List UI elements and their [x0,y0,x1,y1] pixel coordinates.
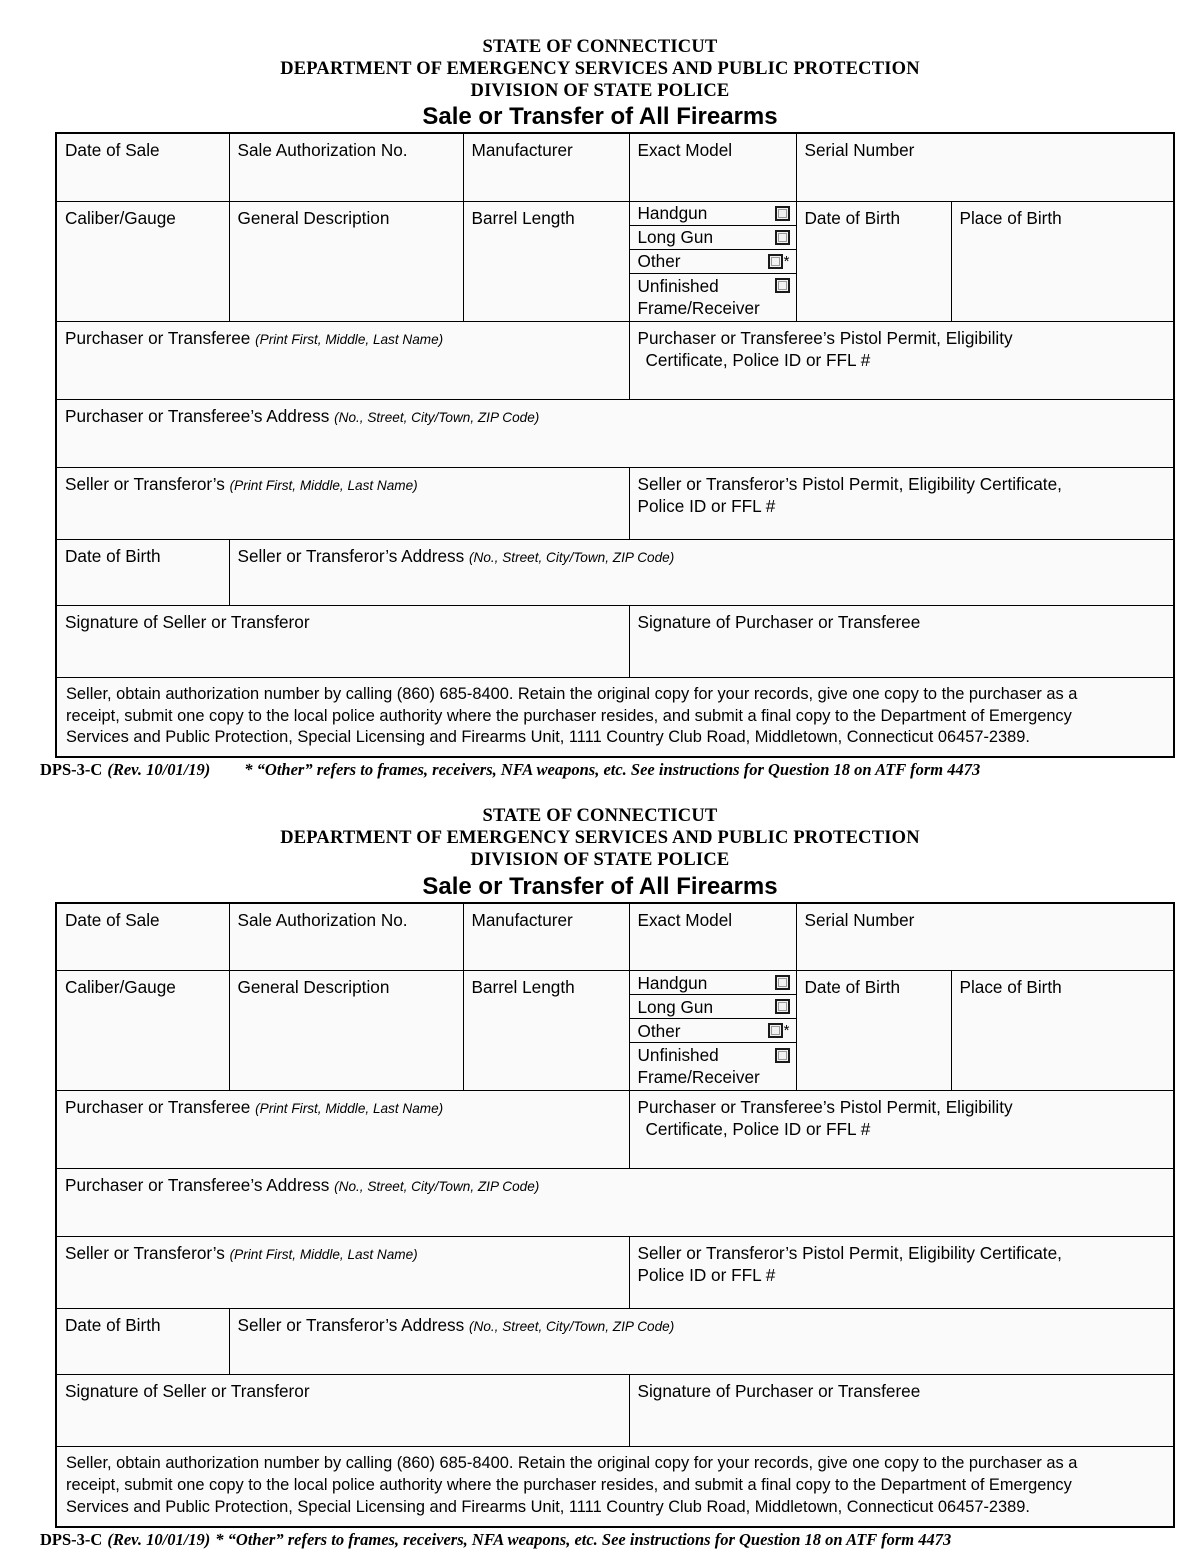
label-purchaser-name: Purchaser or Transferee [65,327,251,348]
checkbox-row-unfinished-frame-receiver[interactable] [630,1043,796,1090]
cell-sale-authorization-no[interactable] [229,903,463,971]
table-row-instructions [56,677,1174,757]
label-purchaser-permit-line2: Certificate, Police ID or FFL # [645,1119,871,1140]
label-date-of-birth: Date of Birth [804,207,901,228]
label-seller-address: Seller or Transferor’s Address [237,545,465,566]
label-seller-permit-line1: Seller or Transferor’s Pistol Permit, Eligibility Certificate, [637,1243,1062,1264]
instructions-line-2: receipt, submit one copy to the local police authority where the purchaser resides, and submit a final copy to the Department of Emergency [66,1475,1072,1494]
checkbox-label-unfinished: Unfinished [637,275,719,296]
cell-seller-name[interactable] [56,467,629,539]
label-seller-date-of-birth: Date of Birth [65,545,161,566]
instructions-line-2: receipt, submit one copy to the local police authority where the purchaser resides, and submit a final copy to the Department of Emergency [66,706,1072,725]
other-asterisk-marker: * [783,1022,790,1039]
cell-caliber-gauge[interactable] [56,201,229,321]
cell-seller-date-of-birth[interactable] [56,1309,229,1375]
cell-purchaser-place-of-birth[interactable] [951,201,1174,321]
cell-date-of-sale[interactable] [56,133,229,201]
cell-firearm-type [629,201,796,321]
header-state-2: STATE OF CONNECTICUT [482,806,718,827]
cell-seller-address[interactable] [229,1309,1174,1375]
label-manufacturer: Manufacturer [471,909,573,930]
checkbox-row-handgun[interactable] [630,202,796,226]
cell-purchaser-address[interactable] [56,399,1174,467]
page-title-2: Sale or Transfer of All Firearms [422,872,778,900]
cell-general-description[interactable] [229,201,463,321]
cell-signature-purchaser[interactable] [629,1375,1174,1447]
cell-seller-date-of-birth[interactable] [56,539,229,605]
cell-seller-permit[interactable] [629,1237,1174,1309]
label-purchaser-permit-line2: Certificate, Police ID or FFL # [645,349,871,370]
table-row-seller-identity [56,1237,1174,1309]
footer-other-note-2: * “Other” refers to frames, receivers, NFA weapons, etc. See instructions for Question 18 on ATF form 4473 [215,1529,952,1549]
footer-form-code: DPS‑3‑C [40,760,103,780]
hint-purchaser-address: (No., Street, City/Town, ZIP Code) [334,409,540,425]
table-row-firearm-identification [56,133,1174,201]
label-serial-number: Serial Number [804,140,915,161]
label-sale-authorization-no: Sale Authorization No. [237,909,408,930]
handgun-checkbox[interactable] [775,975,790,990]
table-row-seller-address [56,539,1174,605]
checkbox-label-handgun: Handgun [637,203,708,224]
checkbox-label-frame-receiver: Frame/Receiver [637,1067,760,1088]
checkbox-label-other: Other [637,251,681,272]
checkbox-label-other: Other [637,1020,681,1041]
header-division: DIVISION OF STATE POLICE [470,80,730,101]
label-date-of-sale: Date of Sale [65,909,160,930]
label-exact-model: Exact Model [637,140,733,161]
cell-purchaser-address[interactable] [56,1169,1174,1237]
firearm-type-checkbox-group [630,202,796,321]
header-state: STATE OF CONNECTICUT [482,37,718,57]
label-seller-permit-line1: Seller or Transferor’s Pistol Permit, Eligibility Certificate, [637,473,1062,494]
cell-purchaser-name[interactable] [56,1091,629,1169]
hint-seller-address: (No., Street, City/Town, ZIP Code) [469,549,675,565]
label-seller-name: Seller or Transferor’s [65,1243,225,1264]
cell-seller-permit[interactable] [629,467,1174,539]
label-signature-purchaser: Signature of Purchaser or Transferee [637,1381,921,1402]
label-signature-seller: Signature of Seller or Transferor [65,1381,310,1402]
header-division-2: DIVISION OF STATE POLICE [470,849,730,870]
cell-purchaser-permit[interactable] [629,1091,1174,1169]
handgun-checkbox[interactable] [775,206,790,221]
form-header-2 [0,806,1200,901]
cell-instructions [56,1447,1174,1527]
table-row-purchaser-identity [56,1091,1174,1169]
cell-signature-seller[interactable] [56,1375,629,1447]
label-seller-permit-line2: Police ID or FFL # [637,495,776,516]
cell-purchaser-date-of-birth[interactable] [796,971,951,1091]
checkbox-row-handgun[interactable] [630,971,796,995]
table-row-purchaser-address [56,399,1174,467]
hint-seller-address: (No., Street, City/Town, ZIP Code) [469,1319,675,1335]
cell-purchaser-place-of-birth[interactable] [951,971,1174,1091]
form-footer-1 [0,760,1200,780]
label-sale-authorization-no: Sale Authorization No. [237,140,408,161]
form-header [0,37,1200,132]
label-manufacturer: Manufacturer [471,140,573,161]
cell-barrel-length[interactable] [463,971,629,1091]
label-seller-address: Seller or Transferor’s Address [237,1315,465,1336]
cell-manufacturer[interactable] [463,133,629,201]
long-gun-checkbox[interactable] [775,999,790,1014]
cell-instructions [56,677,1174,757]
hint-seller-name: (Print First, Middle, Last Name) [229,477,418,493]
label-caliber-gauge: Caliber/Gauge [65,207,176,228]
footer-other-note: * “Other” refers to frames, receivers, NFA weapons, etc. See instructions for Question 18 on ATF form 4473 [244,760,981,780]
checkbox-label-frame-receiver: Frame/Receiver [637,297,760,318]
label-seller-date-of-birth: Date of Birth [65,1315,161,1336]
cell-date-of-sale[interactable] [56,903,229,971]
label-place-of-birth: Place of Birth [959,207,1062,228]
cell-general-description[interactable] [229,971,463,1091]
label-serial-number: Serial Number [804,909,915,930]
checkbox-label-long-gun: Long Gun [637,227,713,248]
label-exact-model: Exact Model [637,909,733,930]
label-place-of-birth: Place of Birth [959,977,1062,998]
label-signature-purchaser: Signature of Purchaser or Transferee [637,611,921,632]
table-row-seller-identity [56,467,1174,539]
label-purchaser-name: Purchaser or Transferee [65,1097,251,1118]
hint-purchaser-address: (No., Street, City/Town, ZIP Code) [334,1179,540,1195]
other-asterisk-marker: * [783,252,790,270]
firearm-transfer-table [55,132,1175,758]
cell-exact-model[interactable] [629,133,796,201]
other-checkbox[interactable] [768,254,783,269]
instructions-line-3: Services and Public Protection, Special Licensing and Firearms Unit, 1111 Country Club Road, Middletown, Connecticut 06457-2389. [66,1497,1030,1516]
form-copy-2 [0,780,1200,1549]
cell-signature-seller[interactable] [56,605,629,677]
checkbox-row-other[interactable] [630,1019,796,1043]
label-date-of-birth: Date of Birth [804,977,901,998]
checkbox-row-unfinished-frame-receiver[interactable] [630,274,796,321]
label-seller-name: Seller or Transferor’s [65,473,225,494]
instructions-line-1: Seller, obtain authorization number by calling (860) 685-8400. Retain the original copy for your records, give one copy to the purchaser as a [66,1454,1078,1473]
checkbox-label-handgun: Handgun [637,972,708,993]
table-row-seller-address [56,1309,1174,1375]
footer-revision-2: (Rev. 10/01/19) [107,1529,211,1549]
checkbox-row-other[interactable] [630,250,796,274]
firearm-type-checkbox-group-2 [630,971,796,1090]
label-general-description: General Description [237,977,390,998]
table-row-firearm-details [56,971,1174,1091]
firearm-transfer-table-2 [55,902,1175,1528]
header-department-2: DEPARTMENT OF EMERGENCY SERVICES AND PUBLIC PROTECTION [280,828,920,849]
page-title: Sale or Transfer of All Firearms [422,103,778,131]
other-checkbox[interactable] [768,1023,783,1038]
cell-purchaser-name[interactable] [56,321,629,399]
label-caliber-gauge: Caliber/Gauge [65,977,176,998]
label-seller-permit-line2: Police ID or FFL # [637,1265,776,1286]
long-gun-checkbox[interactable] [775,230,790,245]
cell-signature-purchaser[interactable] [629,605,1174,677]
table-row-firearm-identification [56,903,1174,971]
label-purchaser-permit-line1: Purchaser or Transferee’s Pistol Permit, Eligibility [637,1097,1013,1118]
hint-purchaser-name: (Print First, Middle, Last Name) [255,331,444,347]
cell-serial-number[interactable] [796,133,1174,201]
cell-firearm-type [629,971,796,1091]
footer-revision: (Rev. 10/01/19) [107,760,211,780]
table-row-purchaser-identity [56,321,1174,399]
instructions-line-1: Seller, obtain authorization number by calling (860) 685-8400. Retain the original copy for your records, give one copy to the purchaser as a [66,684,1078,703]
cell-exact-model[interactable] [629,903,796,971]
cell-purchaser-date-of-birth[interactable] [796,201,951,321]
label-barrel-length: Barrel Length [471,977,575,998]
label-purchaser-address: Purchaser or Transferee’s Address [65,405,330,426]
cell-barrel-length[interactable] [463,201,629,321]
cell-seller-name[interactable] [56,1237,629,1309]
label-barrel-length: Barrel Length [471,207,575,228]
table-row-signatures [56,605,1174,677]
instructions-line-3: Services and Public Protection, Special Licensing and Firearms Unit, 1111 Country Club Road, Middletown, Connecticut 06457-2389. [66,728,1030,747]
hint-seller-name: (Print First, Middle, Last Name) [229,1247,418,1263]
unfinished-frame-receiver-checkbox[interactable] [775,278,790,293]
label-purchaser-permit-line1: Purchaser or Transferee’s Pistol Permit, Eligibility [637,327,1013,348]
cell-manufacturer[interactable] [463,903,629,971]
cell-seller-address[interactable] [229,539,1174,605]
table-row-purchaser-address [56,1169,1174,1237]
unfinished-frame-receiver-checkbox[interactable] [775,1048,790,1063]
footer-form-code-2: DPS‑3‑C [40,1529,103,1549]
table-row-firearm-details [56,201,1174,321]
form-footer-2 [0,1530,1200,1550]
cell-purchaser-permit[interactable] [629,321,1174,399]
table-row-signatures [56,1375,1174,1447]
hint-purchaser-name: (Print First, Middle, Last Name) [255,1101,444,1117]
label-signature-seller: Signature of Seller or Transferor [65,611,310,632]
label-date-of-sale: Date of Sale [65,140,160,161]
checkbox-label-long-gun: Long Gun [637,996,713,1017]
cell-sale-authorization-no[interactable] [229,133,463,201]
cell-caliber-gauge[interactable] [56,971,229,1091]
checkbox-row-long-gun[interactable] [630,226,796,250]
label-general-description: General Description [237,207,390,228]
label-purchaser-address: Purchaser or Transferee’s Address [65,1175,330,1196]
table-row-instructions [56,1447,1174,1527]
checkbox-row-long-gun[interactable] [630,995,796,1019]
cell-serial-number[interactable] [796,903,1174,971]
checkbox-label-unfinished: Unfinished [637,1045,719,1066]
header-department: DEPARTMENT OF EMERGENCY SERVICES AND PUBLIC PROTECTION [280,58,920,79]
